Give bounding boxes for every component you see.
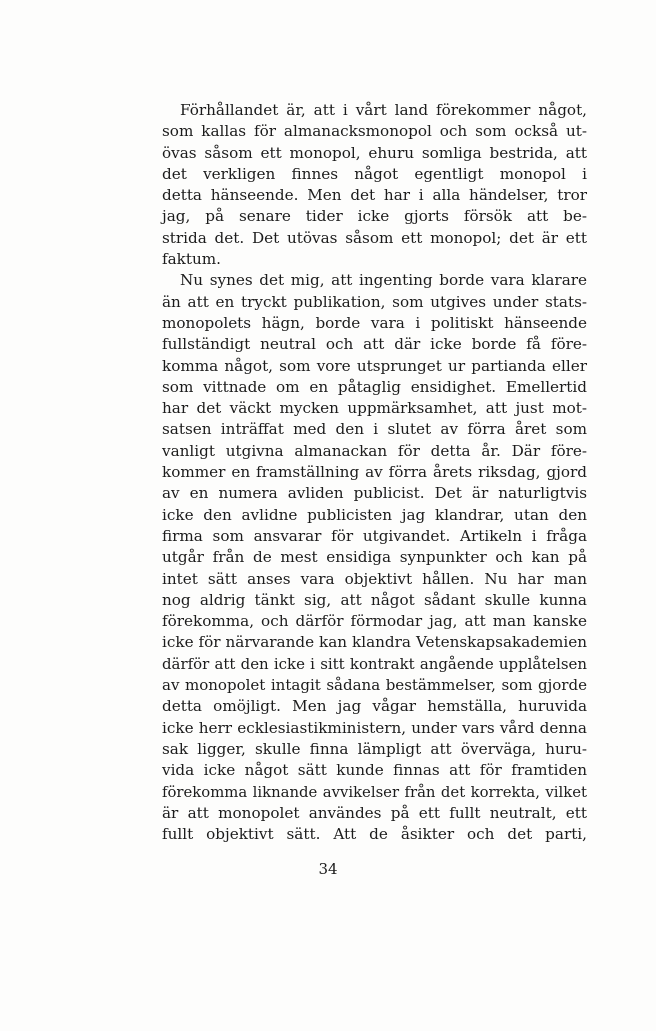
text-line: sak ligger, skulle finna lämpligt att överväga, huru-: [162, 739, 587, 758]
text-line: detta hänseende. Men det har i alla händelser, tror: [162, 186, 587, 205]
text-line: intet sätt anses vara objektivt hållen. Nu har man: [162, 569, 587, 588]
text-line: övas såsom ett monopol, ehuru somliga bestrida, att: [162, 143, 587, 162]
text-line: kommer en framställning av förra årets riksdag, gjord: [162, 463, 587, 482]
text-line: är att monopolet användes på ett fullt neutralt, ett: [162, 803, 587, 822]
text-line: icke den avlidne publicisten jag klandrar, utan den: [162, 505, 587, 524]
text-line: strida det. Det utövas såsom ett monopol; det är ett: [162, 228, 587, 247]
text-line: detta omöjligt. Men jag vågar hemställa, huruvida: [162, 697, 587, 716]
text-line: som vittnade om en påtaglig ensidighet. Emellertid: [162, 377, 587, 396]
text-line: därför att den icke i sitt kontrakt angående upplåtelsen: [162, 654, 587, 673]
text-line: förekomma liknande avvikelser från det korrekta, vilket: [162, 783, 587, 801]
text-line: jag, på senare tider icke gjorts försök att be-: [162, 207, 587, 226]
text-line: Nu synes det mig, att ingenting borde vara klarare: [180, 271, 587, 290]
text-line: än att en tryckt publikation, som utgives under stats-: [162, 292, 587, 311]
text-line: icke herr ecklesiastikministern, under vars vård denna: [162, 718, 587, 737]
text-line: av en numera avliden publicist. Det är naturligtvis: [162, 484, 587, 503]
text-line: som kallas för almanacksmonopol och som också ut-: [162, 122, 587, 141]
text-line: firma som ansvarar för utgivandet. Artikeln i fråga: [162, 526, 587, 545]
text-line: fullständigt neutral och att där icke borde få före-: [162, 335, 587, 354]
text-line: det verkligen finnes något egentligt monopol i: [162, 164, 587, 183]
text-line: vida icke något sätt kunde finnas att för framtiden: [162, 761, 587, 780]
text-line: har det väckt mycken uppmärksamhet, att just mot-: [162, 399, 587, 418]
text-line: vanligt utgivna almanackan för detta år. Där före-: [162, 441, 587, 460]
text-line: komma något, som vore utsprunget ur partianda eller: [162, 356, 587, 375]
text-line: av monopolet intagit sådana bestämmelser, som gjorde: [162, 676, 587, 695]
text-line: icke för närvarande kan klandra Vetenskapsakademien: [162, 633, 587, 652]
body-text: [162, 100, 587, 845]
text-line: förekomma, och därför förmodar jag, att man kanske: [162, 612, 587, 631]
text-line: fullt objektivt sätt. Att de åsikter och det parti,: [162, 825, 587, 844]
text-line: faktum.: [162, 250, 221, 269]
text-line: utgår från de mest ensidiga synpunkter och kan på: [162, 548, 587, 567]
page-number: 34: [318, 860, 338, 878]
text-line: satsen inträffat med den i slutet av förra året som: [162, 420, 587, 439]
text-line: monopolets hägn, borde vara i politiskt hänseende: [162, 313, 587, 332]
text-line: nog aldrig tänkt sig, att något sådant skulle kunna: [162, 590, 587, 609]
text-line: Förhållandet är, att i vårt land förekommer något,: [180, 101, 587, 119]
